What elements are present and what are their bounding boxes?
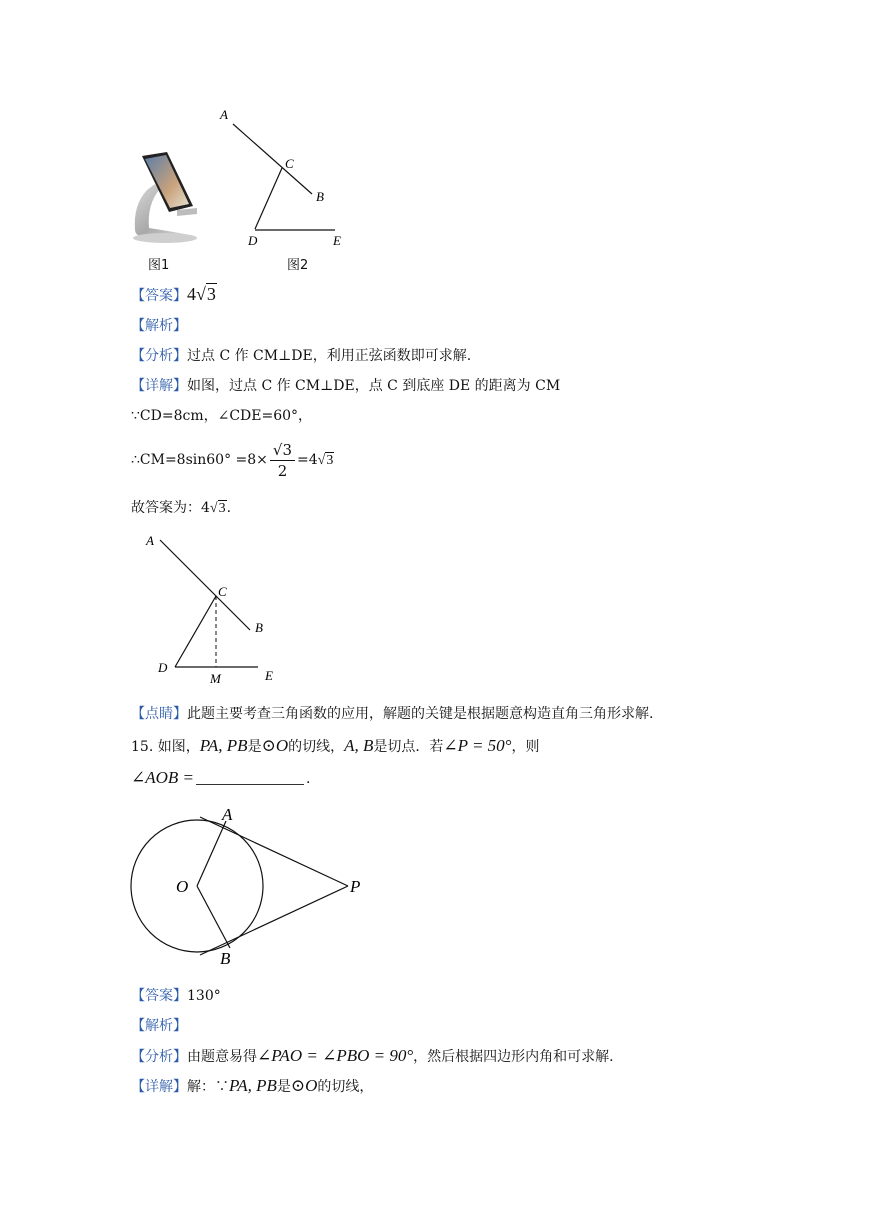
fenxi-tag: 【分析】 <box>131 348 187 364</box>
q15-figure <box>126 800 371 975</box>
line-ab <box>233 124 312 194</box>
q14-jiexi-tag: 【解析】 <box>131 318 187 334</box>
q15-fenxi-line: 【分析】由题意易得∠PAO = ∠PBO = 90°，然后根据四边形内角和可求解. <box>131 1046 614 1065</box>
line-cd <box>175 596 216 667</box>
calc-prefix: ∴CM=8sin60° =8× <box>131 452 268 468</box>
answer-tag: 【答案】 <box>131 988 187 1004</box>
q14-fenxi-line <box>131 346 471 366</box>
point-label-c: C <box>285 156 294 171</box>
q14-conclusion-line: 故答案为：4√3. <box>131 500 232 516</box>
point-label-a: A <box>220 107 228 122</box>
conclusion-radicand: 3 <box>218 501 226 516</box>
line-ab <box>160 540 250 630</box>
q15-circle-tangent-diagram <box>126 800 371 975</box>
q15-ask: ∠AOB = <box>131 768 195 787</box>
q15-xiangjie-line: 【详解】解：∵PA, PB是⊙O的切线， <box>131 1076 374 1095</box>
fenxi-tag: 【分析】 <box>131 1049 187 1065</box>
calc-fraction: $\frac{√3}{2}$ <box>270 440 295 481</box>
xiangjie-text: 如图，过点 C 作 CM⊥DE，点 C 到底座 DE 的距离为 CM <box>187 378 561 394</box>
point-label-d: D <box>248 233 258 248</box>
figure-2-diagram <box>215 102 355 252</box>
answer-tag: 【答案】 <box>131 288 187 304</box>
point-label-o: O <box>176 877 189 896</box>
dianjing-text: 此题主要考查三角函数的应用，解题的关键是根据题意构造直角三角形求解. <box>187 706 654 722</box>
figure-2 <box>215 102 355 252</box>
point-label-a: A <box>222 805 233 824</box>
figure-1 <box>125 150 205 245</box>
figure-1-caption: 图1 <box>148 258 170 273</box>
answer-value: 4√3 <box>187 284 216 304</box>
q14-dianjing-line <box>131 704 653 724</box>
q14-answer-line <box>131 284 217 306</box>
phone-stand-image <box>125 150 205 245</box>
answer-value: 130° <box>187 988 221 1004</box>
point-label-d: D <box>158 660 168 675</box>
point-label-e: E <box>265 668 273 683</box>
xiangjie-tag: 【详解】 <box>131 1079 187 1095</box>
figure-2-caption: 图2 <box>287 258 309 273</box>
tangent-pb <box>200 886 348 955</box>
dianjing-tag: 【点睛】 <box>131 706 187 722</box>
solution-figure-diagram <box>140 528 290 690</box>
point-label-a: A <box>146 533 154 548</box>
conclusion-suffix: . <box>226 500 232 516</box>
radius-oa <box>197 821 226 886</box>
point-label-p: P <box>350 877 361 896</box>
xiangjie-tag: 【详解】 <box>131 378 187 394</box>
line-cd <box>255 168 282 229</box>
point-label-b: B <box>255 620 263 635</box>
calc-suffix: =4 <box>297 452 318 468</box>
radius-ob <box>197 886 230 948</box>
point-label-b: B <box>220 949 231 968</box>
point-label-c: C <box>218 584 227 599</box>
q15-stem-line: 15. 如图，PA, PB是⊙O的切线，A, B是切点．若∠P = 50°，则 <box>131 736 540 755</box>
point-label-m: M <box>210 671 221 686</box>
q15-jiexi-tag: 【解析】 <box>131 1018 187 1034</box>
answer-blank <box>196 770 304 785</box>
tangent-pa <box>200 817 348 886</box>
q14-calc-line: ∴CM=8sin60° =8× $\frac{√3}{2}$ =4√3 <box>131 440 334 480</box>
q15-answer-line <box>131 986 221 1006</box>
conclusion-prefix: 故答案为：4 <box>131 500 210 516</box>
point-label-e: E <box>333 233 341 248</box>
fenxi-text: 过点 C 作 CM⊥DE，利用正弦函数即可求解. <box>187 348 472 364</box>
calc-radicand: 3 <box>326 453 334 468</box>
q14-given-line: ∵CD=8cm，∠CDE=60°， <box>131 408 313 424</box>
q15-number: 15. <box>131 739 154 755</box>
q15-ask-line: ∠AOB = . <box>131 768 311 787</box>
point-label-b: B <box>316 189 324 204</box>
solution-figure <box>140 528 290 690</box>
q14-xiangjie-line <box>131 376 560 396</box>
